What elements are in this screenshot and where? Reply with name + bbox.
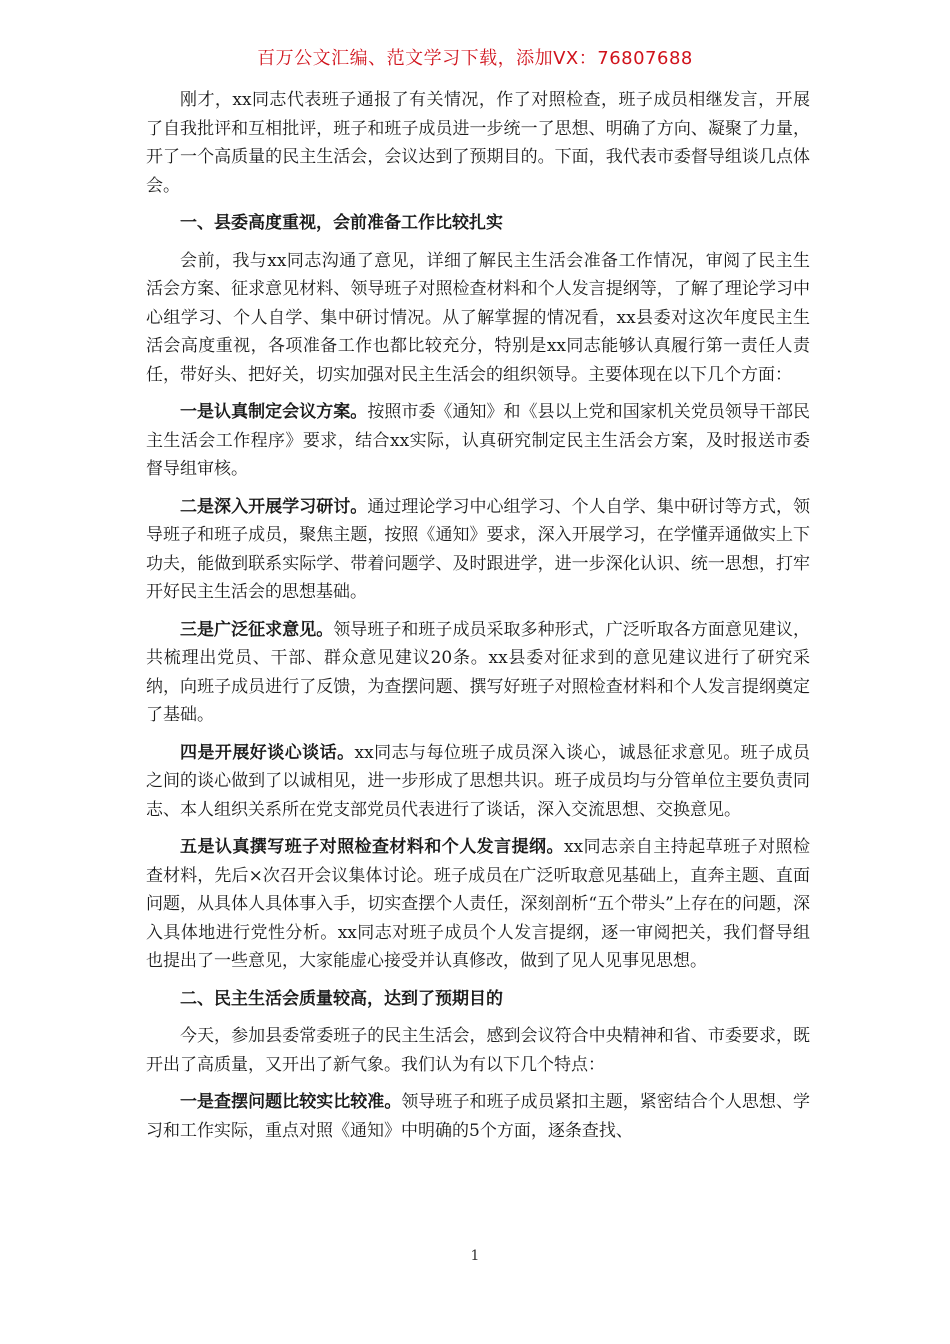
item-text: 领导班子和班子成员紧扣主题，紧密结合个人思想、学习和工作实际，重点对照《通知》中明确的5个方面，逐条查找、 (146, 1092, 811, 1141)
item-text: 按照市委《通知》和《县以上党和国家机关党员领导干部民主生活会工作程序》要求，结合xx实际，认真研究制定民主生活会方案，及时报送市委督导组审核。 (146, 402, 811, 479)
item-lead: 一是认真制定会议方案。 (180, 402, 368, 422)
section-1-intro: 会前，我与xx同志沟通了意见，详细了解民主生活会准备工作情况，审阅了民主生活会方案、征求意见材料、领导班子对照检查材料和个人发言提纲等，了解了理论学习中心组学习、个人自学、集中研讨情况。从了解掌握的情况看，xx县委对这次年度民主生活会高度重视，各项准备工作也都比较充分，特别是xx同志能够认真履行第一责任人责任，带好头、把好关，切实加强对民主生活会的组织领导。主要体现在以下几个方面： (146, 250, 810, 385)
list-item (146, 739, 810, 825)
list-item (146, 398, 810, 484)
section-2-intro: 今天，参加县委常委班子的民主生活会，感到会议符合中央精神和省、市委要求，既开出了高质量，又开出了新气象。我们认为有以下几个特点： (146, 1026, 810, 1075)
section-heading-1: 一、县委高度重视，会前准备工作比较扎实 (180, 213, 503, 233)
list-item (146, 616, 810, 730)
document-body (146, 86, 810, 1154)
item-text: xx同志亲自主持起草班子对照检查材料，先后×次召开会议集体讨论。班子成员在广泛听取意见基础上，直奔主题、直面问题，从具体人具体事入手，切实查摆个人责任，深刻剖析“五个带头”上存在的问题，深入具体地进行党性分析。xx同志对班子成员个人发言提纲，逐一审阅把关，我们督导组也提出了一些意见，大家能虚心接受并认真修改，做到了见人见事见思想。 (146, 837, 811, 971)
item-lead: 五是认真撰写班子对照检查材料和个人发言提纲。 (180, 837, 564, 857)
item-text: xx同志与每位班子成员深入谈心，诚恳征求意见。班子成员之间的谈心做到了以诚相见，进一步形成了思想共识。班子成员均与分管单位主要负责同志、本人组织关系所在党支部党员代表进行了谈话，深入交流思想、交换意见。 (146, 742, 810, 820)
intro-paragraph: 刚才，xx同志代表班子通报了有关情况，作了对照检查，班子成员相继发言，开展了自我批评和互相批评，班子和班子成员进一步统一了思想、明确了方向、凝聚了力量，开了一个高质量的民主生活会，会议达到了预期目的。下面，我代表市委督导组谈几点体会。 (146, 90, 810, 196)
header-banner: 百万公文汇编、范文学习下载，添加VX：76807688 (257, 48, 693, 69)
page-number: 1 (470, 1248, 480, 1264)
item-lead: 二是深入开展学习研讨。 (180, 496, 368, 517)
list-item (146, 493, 810, 607)
item-lead: 一是查摆问题比较实比较准。 (180, 1092, 402, 1112)
item-text: 通过理论学习中心组学习、个人自学、集中研讨等方式，领导班子和班子成员，聚焦主题，按照《通知》要求，深入开展学习，在学懂弄通做实上下功夫，能做到联系实际学、带着问题学、及时跟进学，进一步深化认识、统一思想，打牢开好民主生活会的思想基础。 (146, 496, 811, 602)
item-text: 领导班子和班子成员采取多种形式，广泛听取各方面意见建议，共梳理出党员、干部、群众意见建议20条。xx县委对征求到的意见建议进行了研究采纳，向班子成员进行了反馈，为查摆问题、撰写好班子对照检查材料和个人发言提纲奠定了基础。 (146, 619, 810, 725)
section-heading-2: 二、民主生活会质量较高，达到了预期目的 (180, 988, 503, 1009)
list-item (146, 833, 810, 976)
item-lead: 三是广泛征求意见。 (180, 619, 334, 640)
list-item (146, 1088, 810, 1145)
item-lead: 四是开展好谈心谈话。 (180, 742, 355, 763)
